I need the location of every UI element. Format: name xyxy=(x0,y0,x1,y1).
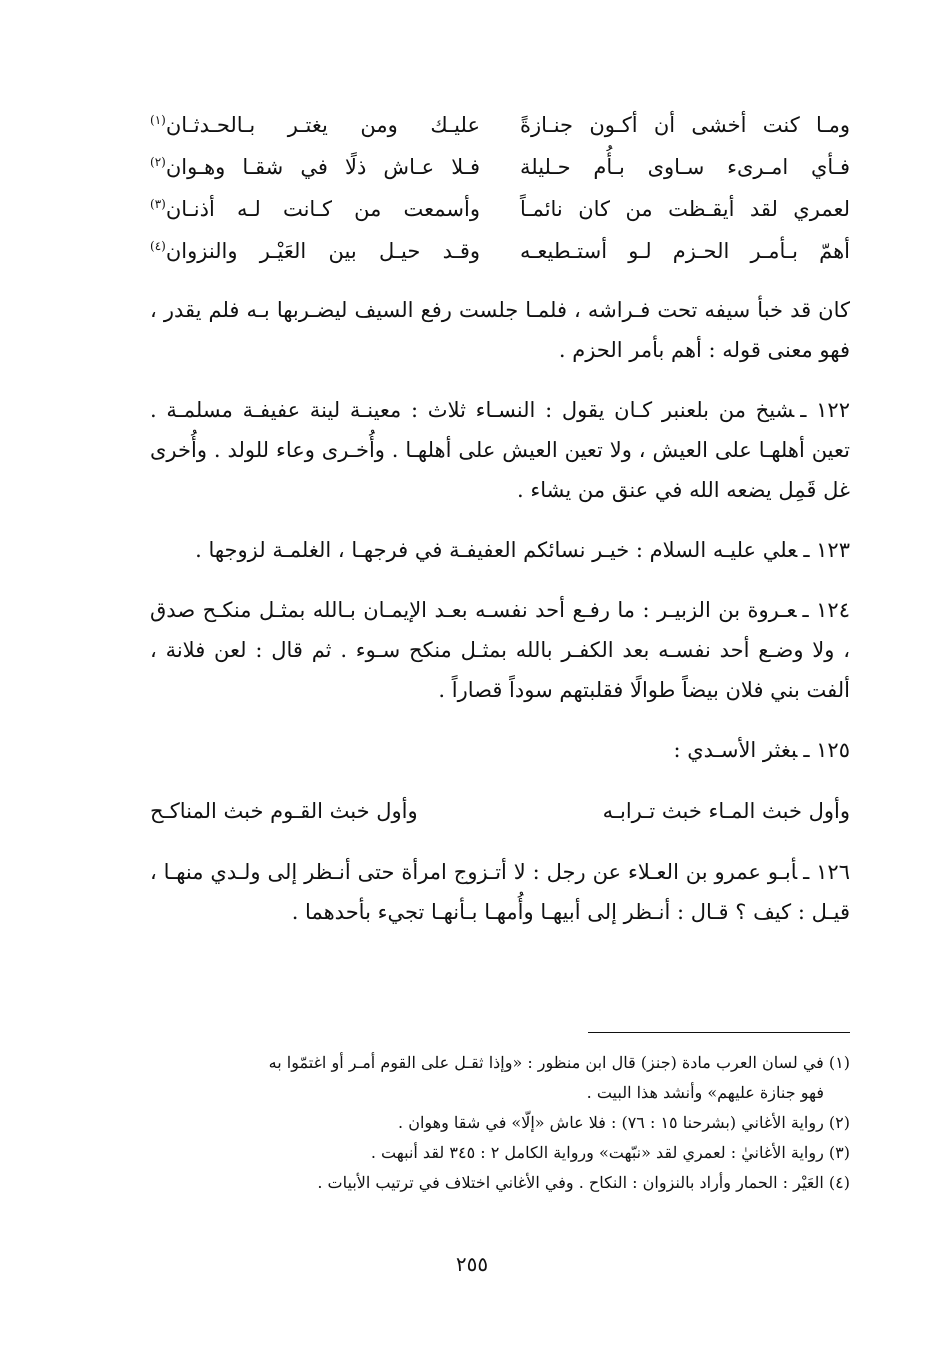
verse-text: فـلا عـاش ذلًا في شقـا وهـوان xyxy=(165,155,480,179)
verse-hemistich-second xyxy=(150,104,480,146)
verse-hemistich-second xyxy=(150,188,480,230)
verse-text: عليـك ومن يغتـر بـالحـدثـان xyxy=(165,113,480,137)
footnote-marker: (٢) xyxy=(150,155,166,169)
paragraph xyxy=(150,530,850,570)
verse-hemistich-first: فـأي امـرىء سـاوى بـأُم حـليلة xyxy=(520,155,850,179)
verse-hemistich-first: أهمّ بـأمـر الحـزم لـو أستـطيعـه xyxy=(520,239,850,263)
paragraph-text: أبـو عمرو بن العـلاء عن رجل : لا أتـزوج امرأة حتى أنـظر إلى ولـدي منهـا ، قيـل : كيف ؟ قـال : أنـظر إلى أبيهـا وأُمهـا بـأنهـا تجيء بأحدهما . xyxy=(150,860,850,924)
verse-text: وقـد حيـل بين العَيْـر والنزوان xyxy=(165,239,480,263)
verse-hemistich-second: وأول خبث القـوم خبث المناكـح xyxy=(150,799,418,823)
verse-hemistich-first: ومـا كنت أخشى أن أكـون جنـازةً xyxy=(520,113,850,137)
paragraph xyxy=(150,290,850,370)
paragraph-text: كان قد خبأ سيفه تحت فـراشه ، فلمـا جلست رفع السيف ليضـربها بـه فلم يقدر ، فهو معنى قوله : أهم بأمر الحزم . xyxy=(150,298,850,362)
entry-number: ١٢٢ ـ xyxy=(800,398,850,422)
verse-hemistich-first: لعمري لقد أيقـظت من كان نائمـاً xyxy=(520,197,850,221)
paragraph xyxy=(150,590,850,710)
verse-line xyxy=(150,790,850,832)
entry-number: ١٢٣ ـ xyxy=(803,538,850,562)
paragraph-text: علي عليـه السلام : خيـر نسائكم العفيفـة في فرجهـا ، الغلمـة لزوجها . xyxy=(195,538,798,562)
footnote: (٢) رواية الأغاني (بشرحنا ١٥ : ٧٦) : فلا عاش «إلّا» في شقا وهوان . xyxy=(398,1113,850,1132)
paragraph xyxy=(150,730,850,770)
footnote: (٣) رواية الأغانيٰ : لعمري لقد «نبّهت» ورواية الكامل ٢ : ٣٤٥ لقد أنبهت . xyxy=(370,1143,850,1162)
verse-line xyxy=(150,104,850,146)
verse-hemistich-second xyxy=(150,146,480,188)
verse-line xyxy=(150,230,850,272)
entry-number: ١٢٥ ـ xyxy=(803,738,850,762)
entry-number: ١٢٤ ـ xyxy=(802,598,850,622)
entry-number: ١٢٦ ـ xyxy=(803,860,850,884)
footnote-marker: (٤) xyxy=(150,239,166,253)
verse-line xyxy=(150,188,850,230)
footnote-divider xyxy=(588,1032,850,1033)
page-number: ٢٥٥ xyxy=(455,1252,489,1276)
paragraph-text: عـروة بن الزبيـر : ما رفـع أحد نفسـه بعـد الإيمـان بـالله بمثـل منكـح صدق ، ولا وضـع أحد نفسـه بعد الكفـر بالله بمثـل منكح سـوء . ثم قال : لعن فلانة ، ألفت بني فلان بيضاً طوالًا فقلبتهم سوداً قصاراً . xyxy=(150,598,850,702)
verse-hemistich-first: وأول خبث المـاء خبث تـرابـه xyxy=(602,799,850,823)
footnote-marker: (١) xyxy=(150,113,166,127)
verse-text: وأسمعت من كـانت لـه أذنـان xyxy=(165,197,480,221)
footnote-continuation: فهو جنازة عليهم» وأنشد هذا البيت . xyxy=(586,1083,824,1102)
paragraph xyxy=(150,852,850,932)
verse-block xyxy=(150,104,850,272)
paragraph-text: بغثر الأسـدي : xyxy=(673,738,798,762)
paragraph-text: شيخ من بلعنبر كـان يقول : النسـاء ثلاث : معينـة لينة عفيفـة مسلمـة . تعين أهلهـا على العيش ، ولا تعين العيش على أهلهـا . وأُخـرى وعاء للولد . وأُخرى غل قَمِل يضعه الله في عنق من يشاء . xyxy=(150,398,850,502)
footnote: (٤) العَيْر : الحمار وأراد بالنزوان : النكاح . وفي الأغاني اختلاف في ترتيب الأبيات . xyxy=(317,1173,850,1192)
footnotes xyxy=(150,1048,850,1198)
main-text xyxy=(150,290,850,952)
paragraph xyxy=(150,390,850,510)
verse-line xyxy=(150,146,850,188)
verse-hemistich-second xyxy=(150,230,480,272)
footnote-marker: (٣) xyxy=(150,197,166,211)
footnote: (١) في لسان العرب مادة (جنز) قال ابن منظور : «وإذا ثقـل على القوم أمـر أو اغتمّوا به xyxy=(268,1053,850,1072)
